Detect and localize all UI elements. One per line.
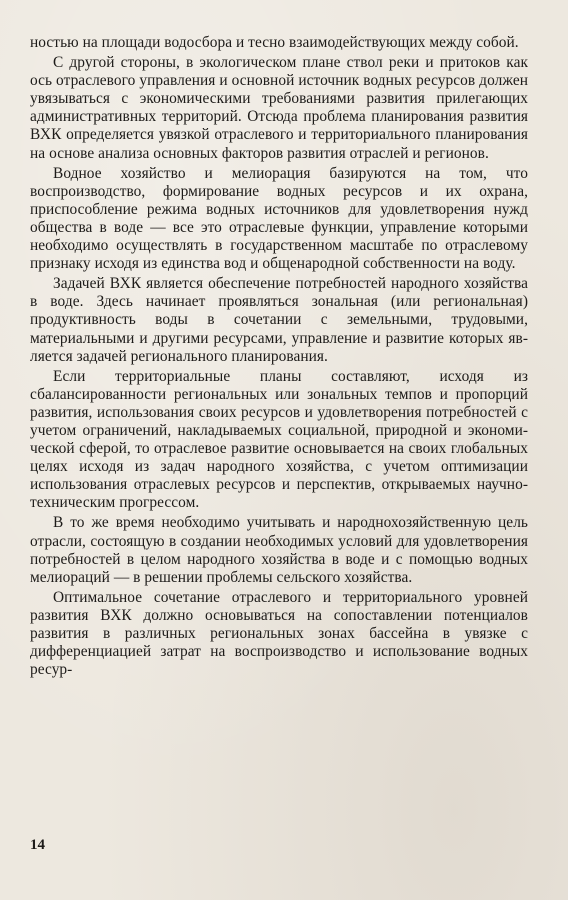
- paragraph: Задачей ВХК является обеспечение потребностей народного хозяйства в воде. Здесь начинает проявляться зональная (или региональная) продуктивность воды в сочетании с земельными, трудовыми, материальными и другими ресурсами, управление и развитие которых является задачей регионального планирования.: [30, 275, 528, 365]
- paragraph: Если территориальные планы составляют, исходя из сбалансированности региональных или зональных темпов и пропорций развития, использования своих ресурсов и удовлетворения потребностей с учетом ограничений, накладываемых социальной, природной и экономической сферой, то отраслевое развитие основывается на своих глобальных целях исходя из задач народного хозяйства, с учетом оптимизации использования отраслевых ресурсов и перспектив, открываемых научно-техническим прогрессом.: [30, 367, 528, 512]
- paragraph: С другой стороны, в экологическом плане ствол реки и притоков как ось отраслевого управления и основной источник водных ресурсов должен увязываться с экономическими требованиями развития прилегающих административных территорий. Отсюда проблема планирования развития ВХК определяется увязкой отраслевого и территориального планирования на основе анализа основных факторов развития отраслей и регионов.: [30, 54, 528, 162]
- page-number: 14: [30, 837, 45, 853]
- paragraph-continuation: ностью на площади водосбора и тесно взаимодействующих между собой.: [30, 34, 519, 51]
- paragraph: Водное хозяйство и мелиорация базируются на том, что воспроизводство, формирование водных ресурсов и их охрана, приспособление режима водных источников для удовлетворения нужд общества в воде — все это отраслевые функции, управление которыми необходимо осуществлять в государственном масштабе по отраслевому признаку исходя из единства вод и общенародной собственности на воду.: [30, 164, 528, 273]
- paragraph: В то же время необходимо учитывать и народнохозяйственную цель отрасли, состоящую в создании необходимых условий для удовлетворения потребностей в целом народного хозяйства в воде и с помощью водных мелиораций — в решении проблемы сельского хозяйства.: [30, 514, 528, 586]
- body-text: [30, 34, 528, 679]
- paragraph: Оптимальное сочетание отраслевого и территориального уровней развития ВХК должно основываться на сопоставлении потенциалов развития в различных региональных зонах бассейна в увязке с дифференциацией затрат на воспроизводство и использование водных ресур-: [30, 588, 528, 679]
